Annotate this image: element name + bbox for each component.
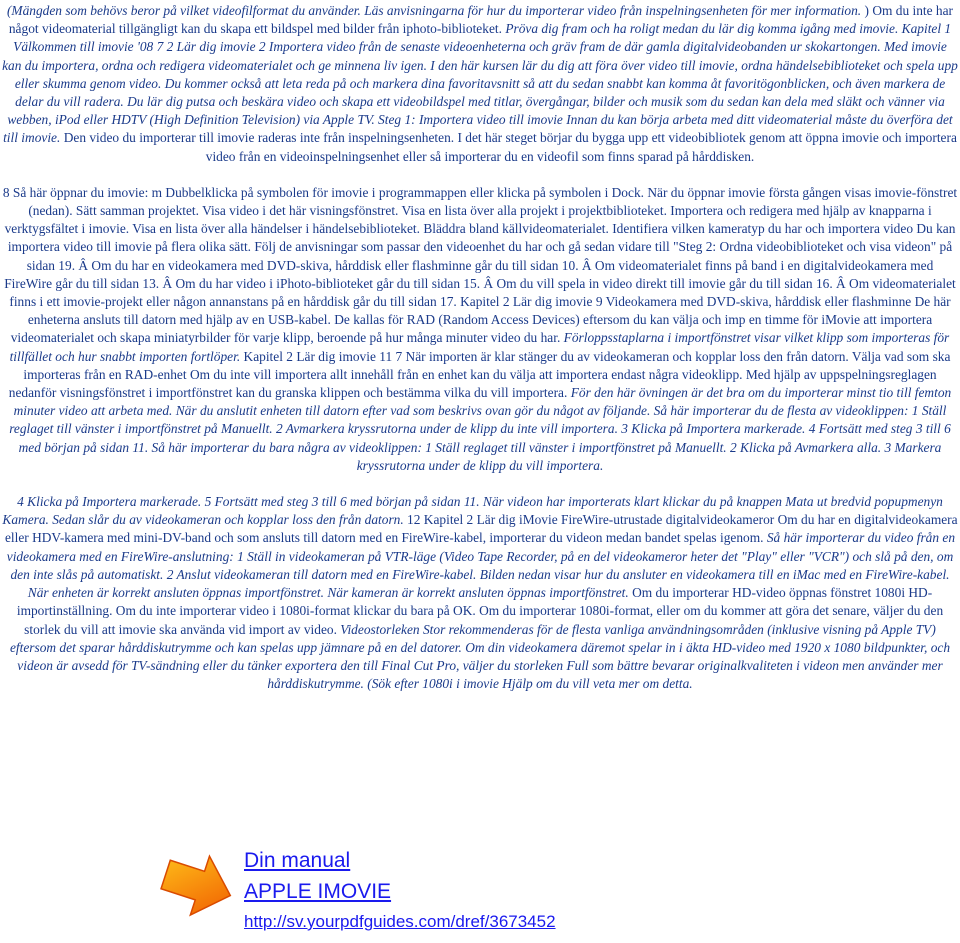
text-run: 4 Klicka på Importera markerade. 5 Fortsätt med steg 3 till 6 med början på sidan 11. När videon har importerats klart klickar du på knappen Mata ut bredvid popupmenyn Kamera. Sedan slår du av videokameran och kopplar loss den från datorn. xyxy=(2,494,943,528)
manual-url-link[interactable]: http://sv.yourpdfguides.com/dref/3673452 xyxy=(244,912,556,931)
text-run: Förloppsstaplarna i importfönstret visar vilket klipp som importeras för tillfället och hur snabbt importen fortlöper. xyxy=(9,330,950,364)
text-run: ) Om du inte har något videomaterial tillgängligt kan du skapa ett bildspel med bilder från iphoto-biblioteket. xyxy=(8,3,954,37)
paragraph-3 xyxy=(2,493,958,693)
text-run: Du kommer också att leta reda på och markera dina favoritavsnitt så att du sedan snabbt kan komma åt favoritögonblicken, och även markera de delar du vill radera. xyxy=(15,75,946,110)
manual-title-link[interactable]: Din manual xyxy=(244,849,351,872)
paragraph-2 xyxy=(2,184,958,475)
product-name-link[interactable]: APPLE IMOVIE xyxy=(244,880,392,903)
arrow-icon xyxy=(158,848,236,922)
text-run: Kapitel 2 Lär dig imovie 11 7 När importen är klar stänger du av videokameran och kopplar loss den från datorn. Välja vad som ska importeras från en RAD-enhet Om du inte vill importera allt innehåll från en enhet kan du välja att importera endast några videoklipp. Med hjälp av uppspelningsreglagen nedanför visningsfönstret i importfönstret kan du granska klippen och bestämma vilka du vill importera. xyxy=(8,348,951,401)
text-run: Så här importerar du video från en videokamera med en FireWire-anslutning: 1 Ställ in videokameran på VTR-läge (Video Tape Recorder, på en del videokameror heter det "Play" eller "VCR") och slå på den, om den inte slås på automatiskt. 2 Anslut videokameran till datorn med en FireWire-kabel. xyxy=(6,530,956,582)
footer-links xyxy=(244,846,556,935)
text-run: Bilden nedan visar hur du ansluter en videokamera till en iMac med en FireWire-kabel. När enheten är korrekt ansluten öppnas importfönstret. När kameran är korrekt ansluten öppnas importfönstret. xyxy=(27,566,950,601)
text-run: (Mängden som behövs beror på vilket videofilformat du använder. Läs anvisningarna för hur du importerar video från inspelningsenheten för mer information. xyxy=(6,3,865,18)
text-run: Om din videokamera däremot spelar in i äkta HD-video med 1920 x 1080 bildpunkter, och videon är avsedd för TV-sändning eller du tänker exportera den till Final Cut Pro, väljer du storleken Full som bättre bevarar originalkvaliteten i videon men använder mer hårddiskutrymme. (Sök efter 1080i i imovie Hjälp om du vill veta mer om detta. xyxy=(17,639,951,692)
text-run: Med imovie kan du importera, ordna och redigera videomaterialet och ge minnena liv igen. I den här kursen lär du dig att föra över video till imovie, ordna händelsebiblioteket och spela upp eller skumma genom video. xyxy=(2,39,958,91)
manual-footer xyxy=(158,846,718,938)
paragraph-1 xyxy=(2,2,958,166)
text-run: Den video du importerar till imovie raderas inte från inspelningsenheten. I det här steget börjar du bygga upp ett videobibliotek genom att öppna imovie och importera video från en videoinspelningsenhet eller så importerar du en videofil som finns sparad på hårddisken. xyxy=(63,130,957,164)
text-run: Du lär dig putsa och beskära video och skapa ett videobildspel med titlar, övergångar, bilder och musik som du sedan kan dela med släkt och vänner via webben, iPod eller HDTV (High Definition Television) via Apple TV. xyxy=(7,94,945,128)
text-run: Pröva dig fram och ha roligt medan du lär dig komma igång med imovie. Kapitel 1 Välkommen till imovie '08 7 2 Lär dig imovie 2 Importera video från de senaste videoenheterna och gräv fram de där gamla digitalvideobanden ur skokartongen. xyxy=(13,21,952,55)
text-run: Videostorleken Stor rekommenderas för de flesta vanliga användningsområden (inklusive visning på Apple TV) eftersom det sparar hårddiskutrymme och kan spelas upp jämnare på en del datorer. xyxy=(9,621,936,655)
text-run: 8 Så här öppnar du imovie: m Dubbelklicka på symbolen för imovie i programmappen eller klicka på symbolen i Dock. När du öppnar imovie första gången visas imovie-fönstret (nedan). Sätt samman projektet. Visa video i det här visningsfönstret. Visa en lista över alla projekt i projektbiblioteket. Importera och redigera med hjälp av knapparna i verktygsfältet i imovie. Visa en lista över alla händelser i händelsebiblioteket. Bläddra bland källvideomaterialet. Identifiera vilken kameratyp du har och importera video Du kan importera video till imovie på flera olika sätt. Följ de anvisningar som passar den videoenhet du har och gå sedan vidare till "Steg 2: Ordna videobiblioteket och visa videon" på sidan 19. Â Om du har en videokamera med DVD-skiva, hårddisk eller flashminne går du till sidan 10. Â Om videomaterialet finns på band i en digitalvideokamera med FireWire går du till sidan 13. Â Om du har video i iPhoto-biblioteket går du till sidan 15. Â Om du vill spela in video direkt till imovie går du till sidan 16. Â Om videomaterialet finns i ett imovie-projekt eller någon annanstans på en hårddisk går du till sidan 17. Kapitel 2 Lär dig imovie 9 Videokamera med DVD-skiva, hårddisk eller flashminne De här enheterna ansluts till datorn med hjälp av en USB-kabel. De kallas för RAD (Random Access Devices) eftersom du kan välja och imp en timme för iMovie att importera videomaterialet och skapa miniatyrbilder för varje klipp, beroende på hur många minuter video du har. xyxy=(2,184,958,346)
text-run: 12 Kapitel 2 Lär dig iMovie FireWire-utrustade digitalvideokameror Om du har en digitalvideokamera eller HDV-kamera med mini-DV-band och som ansluts till datorn med en FireWire-kabel, importerar du videon medan bandet spelas igenom. xyxy=(4,512,958,546)
text-run: Om du importerar HD-video öppnas fönstret 1080i HD-importinställning. Om du inte importerar video i 1080i-format klickar du bara på OK. Om du importerar 1080i-format, eller om du kommer att göra det senare, väljer du den storlek du vill att imovie ska använda vid import av video. xyxy=(16,585,944,637)
text-run: För den här övningen är det bra om du importerar minst tio till femton minuter video att arbeta med. När du anslutit enheten till datorn efter vad som beskrivs ovan gör du något av följande. Så här importerar du de flesta av videoklippen: 1 Ställ reglaget till vänster i importfönstret på Manuellt. 2 Avmarkera kryssrutorna under de klipp du inte vill importera. 3 Klicka på Importera markerade. 4 Fortsätt med steg 3 till 6 med början på sidan 11. Så här importerar du bara några av videoklippen: 1 Ställ reglaget till vänster i importfönstret på Manuellt. 2 Klicka på Avmarkera alla. 3 Markera kryssrutorna under de klipp du vill importera. xyxy=(9,385,952,473)
manual-text xyxy=(2,2,958,693)
text-run: Steg 1: Importera video till imovie Innan du kan börja arbeta med ditt videomaterial måste du överföra det till imovie. xyxy=(3,112,953,146)
